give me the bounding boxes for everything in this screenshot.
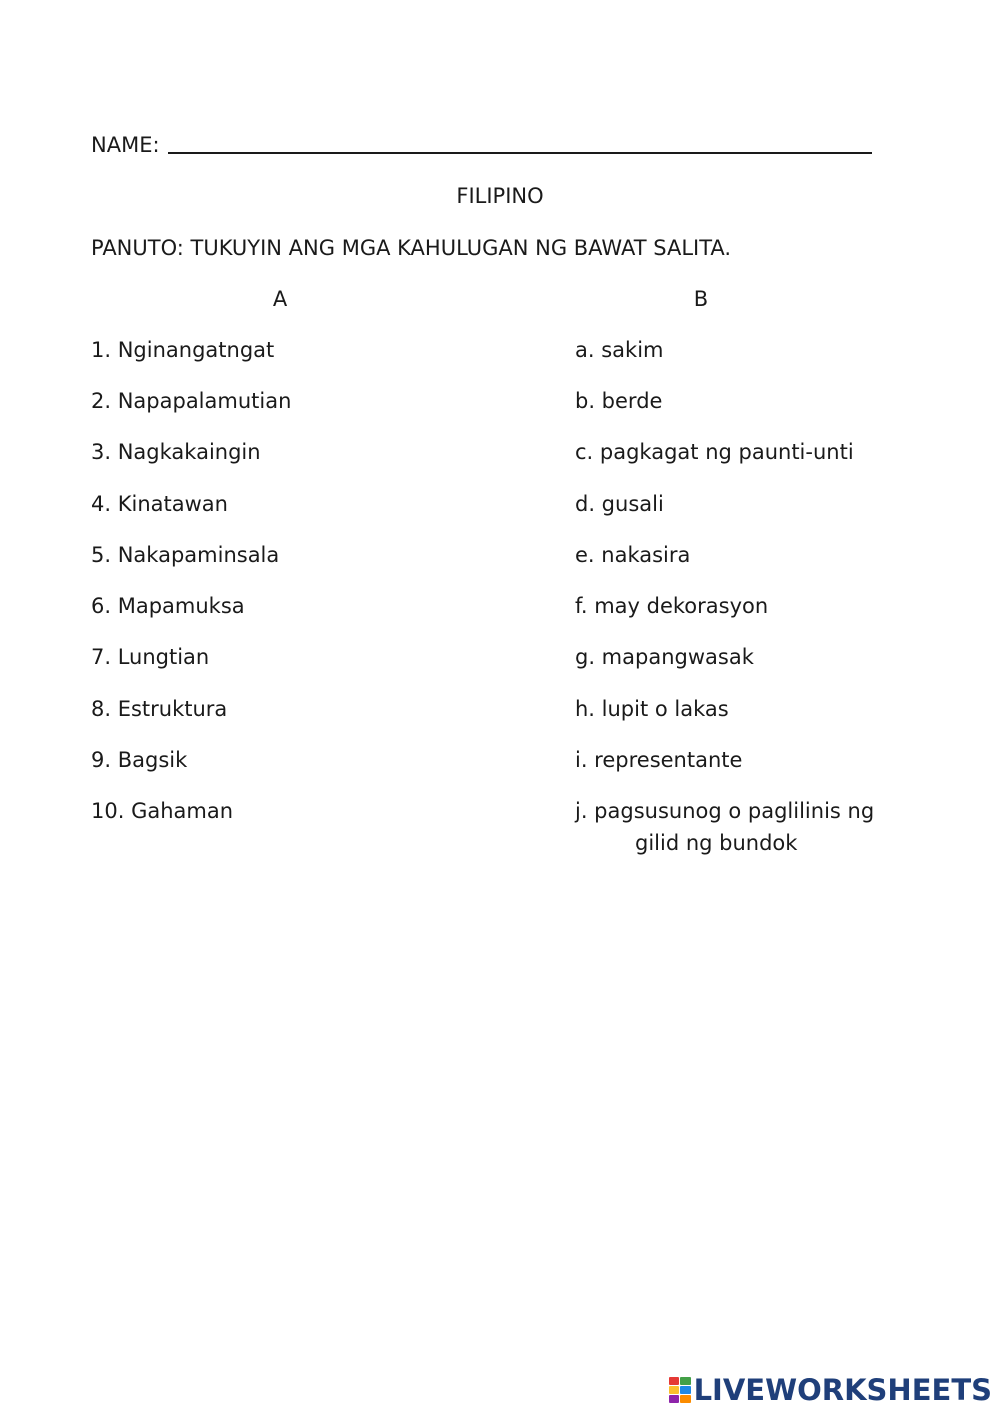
column-a-item: 3. Nagkakaingin [91, 440, 261, 464]
logo-square-icon [669, 1377, 680, 1385]
liveworksheets-logo-icon [669, 1377, 691, 1403]
name-line [91, 133, 872, 157]
logo-square-icon [669, 1386, 680, 1394]
column-a-item: 5. Nakapaminsala [91, 543, 280, 567]
column-b-item-continuation: gilid ng bundok [635, 831, 798, 855]
column-a-item: 2. Napapalamutian [91, 389, 292, 413]
column-b-item: d. gusali [575, 492, 664, 516]
instructions: PANUTO: TUKUYIN ANG MGA KAHULUGAN NG BAWAT SALITA. [91, 236, 732, 260]
column-b-item: a. sakim [575, 338, 664, 362]
column-b-item: i. representante [575, 748, 743, 772]
column-a-item: 10. Gahaman [91, 799, 234, 823]
logo-square-icon [680, 1395, 691, 1403]
column-b-header: B [693, 287, 709, 311]
column-a-item: 7. Lungtian [91, 645, 210, 669]
column-b-item: h. lupit o lakas [575, 697, 729, 721]
logo-square-icon [680, 1377, 691, 1385]
column-b-item: b. berde [575, 389, 663, 413]
logo-square-icon [669, 1395, 680, 1403]
subject-title: FILIPINO [456, 184, 544, 208]
name-label: NAME: [91, 133, 160, 157]
column-a-item: 4. Kinatawan [91, 492, 228, 516]
column-b-item: c. pagkagat ng paunti-unti [575, 440, 854, 464]
column-b-item: f. may dekorasyon [575, 594, 769, 618]
column-a-item: 6. Mapamuksa [91, 594, 245, 618]
liveworksheets-logo [669, 1373, 992, 1407]
column-b-item: e. nakasira [575, 543, 691, 567]
column-b-item-text: j. pagsusunog o paglilinis ng [575, 799, 875, 823]
name-blank[interactable] [168, 152, 872, 154]
column-b-item: g. mapangwasak [575, 645, 754, 669]
column-a-item: 9. Bagsik [91, 748, 188, 772]
column-a-item: 8. Estruktura [91, 697, 228, 721]
column-a-header: A [272, 287, 288, 311]
column-a-item: 1. Nginangatngat [91, 338, 275, 362]
column-b-item-multiline [575, 795, 874, 859]
liveworksheets-logo-text: LIVEWORKSHEETS [693, 1373, 992, 1407]
logo-square-icon [680, 1386, 691, 1394]
